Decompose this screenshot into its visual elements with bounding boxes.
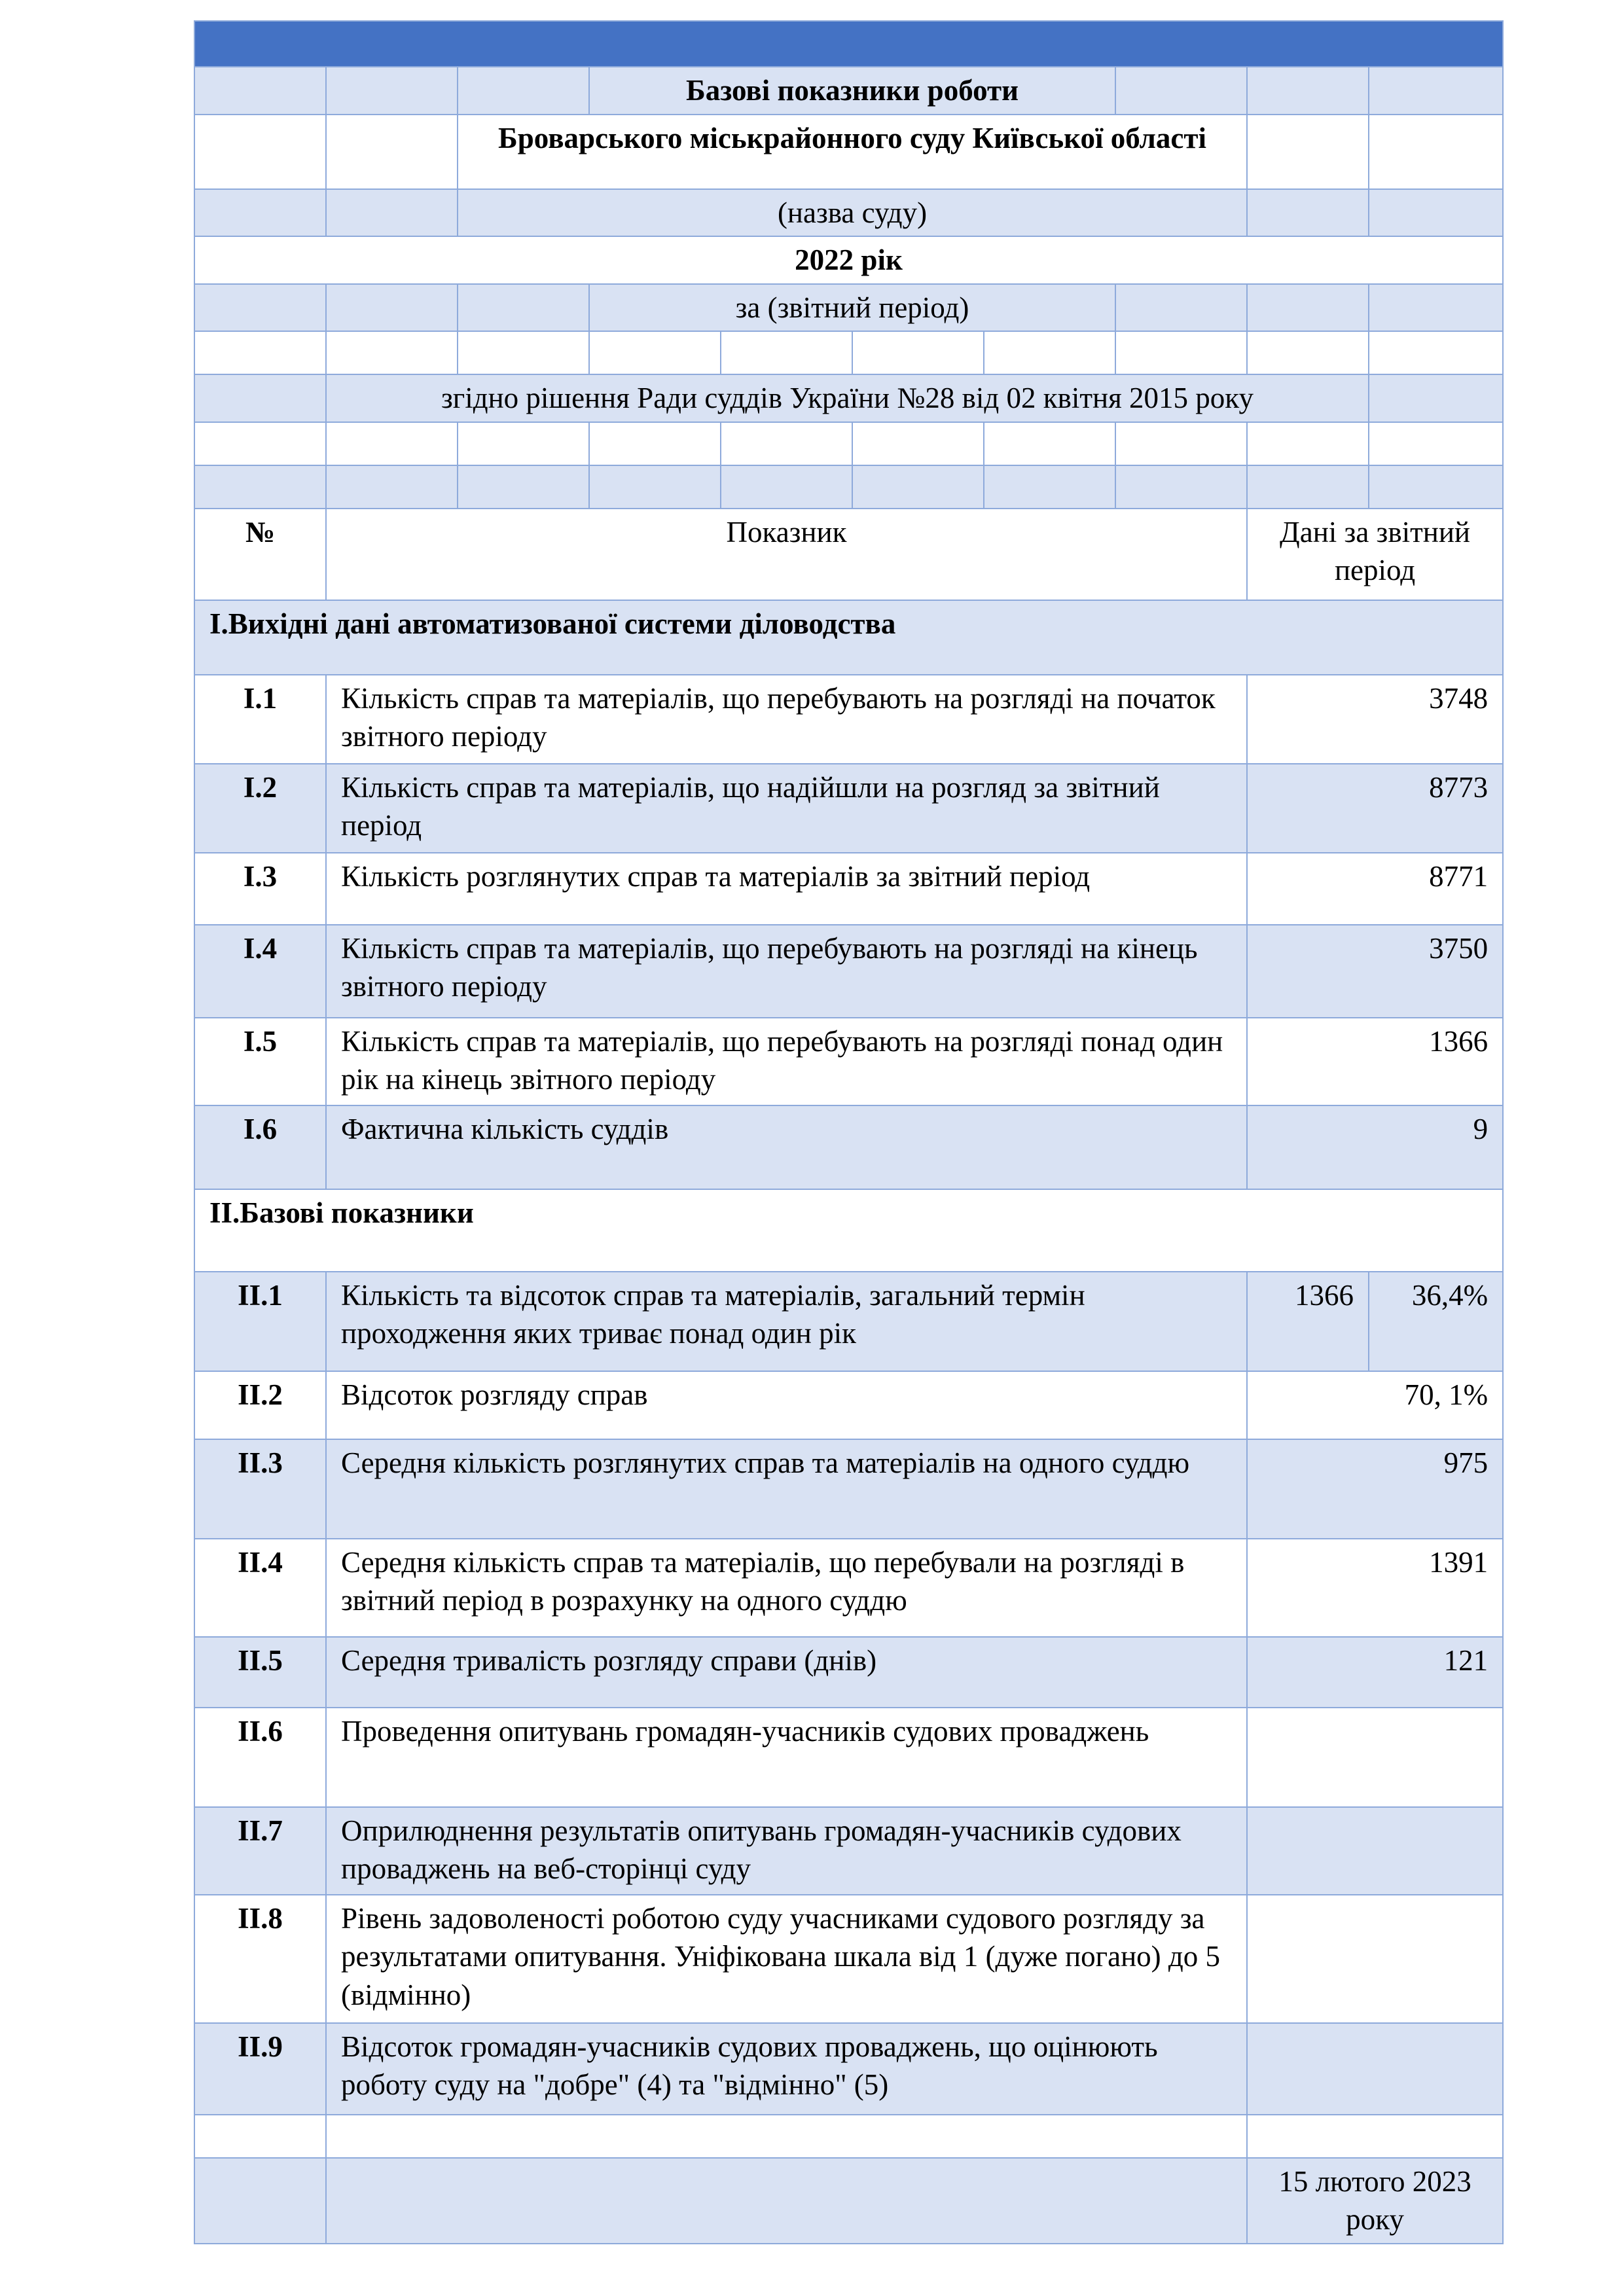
section-2-title: II.Базові показники xyxy=(194,1189,1503,1272)
table-row: I.3 Кількість розглянутих справ та матеріалів за звітний період 8771 xyxy=(194,853,1503,925)
table-row: I.2 Кількість справ та матеріалів, що надійшли на розгляд за звітний період 8773 xyxy=(194,764,1503,853)
decision-note: згідно рішення Ради суддів України №28 від 02 квітня 2015 року xyxy=(326,374,1369,422)
report-date: 15 лютого 2023 року xyxy=(1247,2158,1503,2244)
table-row: II.7 Оприлюднення результатів опитувань громадян-учасників судових проваджень на веб-сторінці суду xyxy=(194,1807,1503,1895)
table-row: II.2 Відсоток розгляду справ 70, 1% xyxy=(194,1371,1503,1439)
report-title: Базові показники роботи xyxy=(589,67,1115,115)
court-name: Броварського міськрайонного суду Київської області xyxy=(458,115,1247,189)
period-caption: за (звітний період) xyxy=(589,284,1115,332)
col-indicator-header: Показник xyxy=(326,509,1247,600)
overdue-count: 1366 xyxy=(1247,1272,1369,1371)
report-year: 2022 рік xyxy=(194,236,1503,284)
blue-header-bar xyxy=(194,21,1503,67)
table-row: II.4 Середня кількість справ та матеріалів, що перебували на розгляді в звітний період в розрахунку на одного суддю 1391 xyxy=(194,1539,1503,1637)
table-row: I.1 Кількість справ та матеріалів, що перебувають на розгляді на початок звітного періоду 3748 xyxy=(194,675,1503,764)
table-row: II.8 Рівень задоволеності роботою суду учасниками судового розгляду за результатами опитування. Уніфікована шкала від 1 (дуже погано) до 5 (відмінно) xyxy=(194,1895,1503,2023)
table-row: II.5 Середня тривалість розгляду справи (днів) 121 xyxy=(194,1637,1503,1708)
table-row: I.4 Кількість справ та матеріалів, що перебувають на розгляді на кінець звітного періоду 3750 xyxy=(194,925,1503,1018)
indicators-table xyxy=(194,20,1504,2244)
column-headers xyxy=(194,509,1503,600)
section-1-title: I.Вихідні дані автоматизованої системи діловодства xyxy=(194,600,1503,675)
table-row: I.5 Кількість справ та матеріалів, що перебувають на розгляді понад один рік на кінець звітного періоду 1366 xyxy=(194,1018,1503,1105)
overdue-percent: 36,4% xyxy=(1369,1272,1503,1371)
table-row: II.9 Відсоток громадян-учасників судових проваджень, що оцінюють роботу суду на "добре" (4) та "відмінно" (5) xyxy=(194,2023,1503,2115)
court-caption: (назва суду) xyxy=(458,189,1247,237)
col-value-header: Дані за звітний період xyxy=(1247,509,1503,600)
table-row: II.3 Середня кількість розглянутих справ та матеріалів на одного суддю 975 xyxy=(194,1439,1503,1539)
col-number-header: № xyxy=(194,509,326,600)
table-row: II.1 Кількість та відсоток справ та матеріалів, загальний термін проходження яких триває понад один рік 1366 36,4% xyxy=(194,1272,1503,1371)
table-row: I.6 Фактична кількість суддів 9 xyxy=(194,1105,1503,1189)
table-row: II.6 Проведення опитувань громадян-учасників судових проваджень xyxy=(194,1708,1503,1807)
